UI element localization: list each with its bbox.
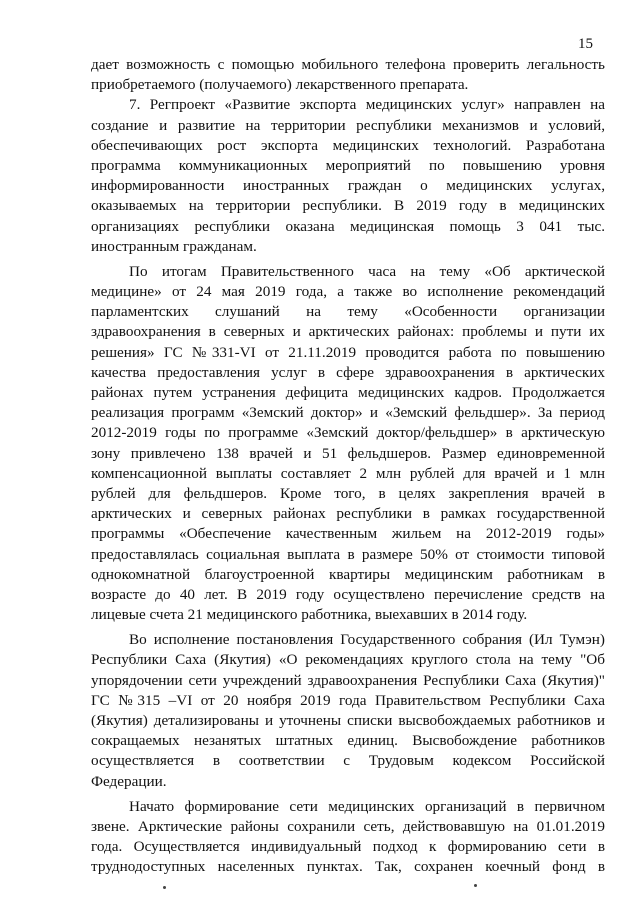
text-line: медицине» от 24 мая 2019 года, а также во исполнение рекомендаций	[91, 283, 605, 301]
text-line: компенсационной выплаты составляет 2 млн рублей для врачей и 1 млн	[91, 464, 605, 482]
text-line: создание и развитие на территории республики механизмов и условий,	[91, 116, 605, 134]
text-line: звене. Арктические районы сохранили сеть, действовавшую на 01.01.2019	[91, 817, 605, 835]
document-body	[91, 55, 605, 878]
paragraph	[91, 95, 605, 257]
text-line: 7. Регпроект «Развитие экспорта медицинских услуг» направлен на	[129, 96, 605, 114]
text-line: 2012-2019 годы по программе «Земский доктор/фельдшер» в арктическую	[91, 424, 605, 442]
text-line: информированности иностранных граждан о медицинских услугах,	[91, 177, 605, 195]
text-line: решения» ГС №331-VI от 21.11.2019 проводится работа по повышению	[91, 343, 605, 361]
text-line: года. Осуществляется индивидуальный подход к формированию сети в	[91, 838, 605, 856]
text-line: Федерации.	[91, 772, 167, 790]
text-line: По итогам Правительственного часа на тему «Об арктической	[129, 262, 605, 280]
text-line: осуществляется в соответствии с Трудовым кодексом Российской	[91, 752, 605, 770]
text-line: организациях республики оказана медицинская помощь 3 041 тыс.	[91, 217, 605, 235]
text-line: обеспечивающих рост экспорта медицинских технологий. Разработана	[91, 136, 605, 154]
text-line: районах путем устранения дефицита медицинских кадров. Продолжается	[91, 384, 605, 401]
paragraph	[91, 797, 605, 878]
paragraph	[91, 262, 605, 625]
text-line: программа коммуникационных мероприятий по повышению уровня	[91, 156, 605, 174]
text-line: арктических и северных районах республики в рамках государственной	[91, 505, 605, 523]
page-number: 15	[578, 36, 593, 52]
text-line: упорядочении сети учреждений здравоохранения Республики Саха (Якутия)"	[91, 671, 605, 689]
text-line: лицевые счета 21 медицинского работника, выехавших в 2014 году.	[91, 606, 528, 624]
scan-speck	[474, 884, 477, 887]
text-line: (Якутия) детализированы и уточнены списки высвобождаемых работников и	[91, 712, 605, 729]
text-line: дает возможность с помощью мобильного телефона проверить легальность	[91, 56, 605, 73]
text-line: труднодоступных населенных пунктах. Так, сохранен коечный фонд в	[91, 858, 605, 876]
text-line: рублей для фельдшеров. Кроме того, в целях закрепления врачей в	[91, 484, 605, 502]
text-line: приобретаемого (получаемого) лекарственного препарата.	[91, 76, 469, 94]
text-line: парламентских слушаний на тему «Особенности организации	[91, 303, 605, 321]
text-line: зону привлечено 138 врачей и 51 фельдшеров. Размер единовременной	[91, 444, 605, 462]
text-line: качества предоставления услуг в сфере здравоохранения в арктических	[91, 363, 605, 381]
text-line: предоставлялась социальная выплата в размере 50% от стоимости типовой	[91, 545, 605, 563]
text-line: возрасте до 40 лет. В 2019 году осуществлено перечисление средств на	[91, 585, 605, 603]
text-line: Республики Саха (Якутия) «О рекомендациях круглого стола на тему "Об	[91, 651, 605, 669]
text-line: Начато формирование сети медицинских организаций в первичном	[129, 797, 605, 815]
text-line: здравоохранения в северных и арктических районах: проблемы и пути их	[91, 323, 605, 341]
text-line: реализация программ «Земский доктор» и «Земский фельдшер». За период	[91, 404, 605, 422]
text-line: программы «Обеспечение качественным жильем на 2012-2019 годы»	[91, 525, 605, 543]
text-line: ГС №315 –VI от 20 ноября 2019 года Правительством Республики Саха	[91, 691, 605, 709]
paragraph	[91, 630, 605, 792]
paragraph	[91, 55, 605, 95]
text-line: иностранным гражданам.	[91, 237, 257, 255]
scan-speck	[163, 886, 166, 889]
text-line: оказываемых на территории республики. В 2019 году в медицинских	[91, 197, 605, 215]
text-line: сокращаемых незанятых штатных единиц. Высвобождение работников	[91, 732, 605, 750]
text-line: однокомнатной благоустроенной квартиры медицинским работникам в	[91, 565, 605, 583]
text-line: Во исполнение постановления Государственного собрания (Ил Тумэн)	[129, 631, 605, 649]
